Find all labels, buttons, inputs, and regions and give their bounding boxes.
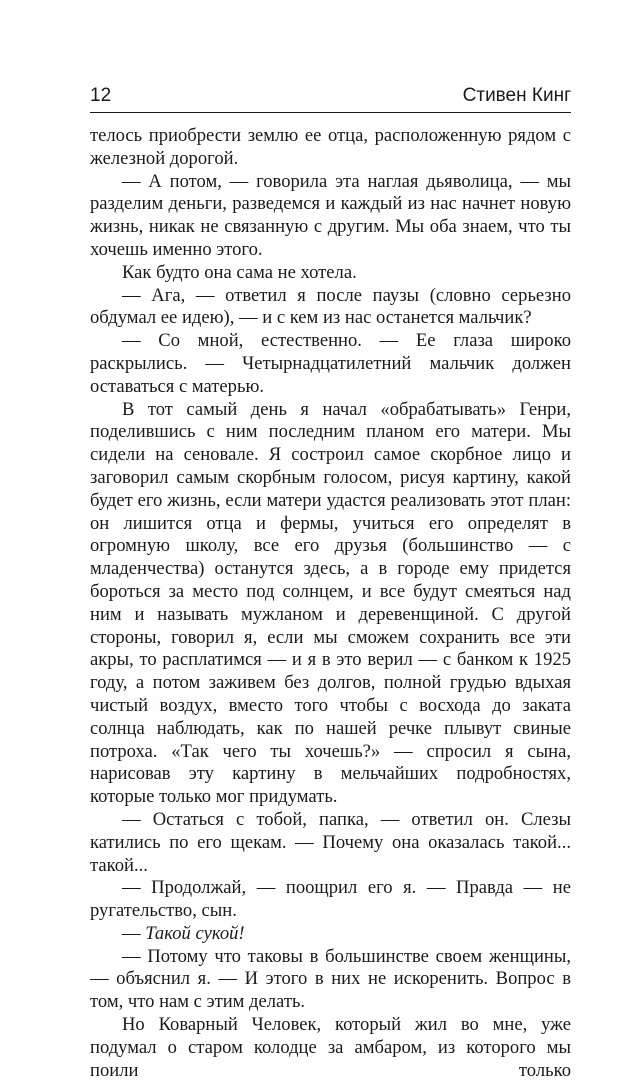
- paragraph: — А потом, — говорила эта наглая дьяволица, — мы разделим деньги, разведемся и каждый из нас начнет новую жизнь, никак не связанную с другим. Мы оба знаем, что ты хочешь именно этого.: [90, 170, 571, 260]
- running-header: [90, 84, 571, 113]
- paragraph-italic-line: [90, 923, 571, 946]
- paragraph: — Остаться с тобой, папка, — ответил он. Слезы катились по его щекам. — Почему она оказалась такой... такой...: [90, 808, 571, 876]
- paragraph: В тот самый день я начал «обрабатывать» Генри, поделившись с ним последним планом его матери. Мы сидели на сеновале. Я состроил самое скорбное лицо и заговорил самым скорбным голосом, рисуя картину, какой будет его жизнь, если матери удастся реализовать этот план: он лишится отца и фермы, учиться его определят в огромную школу, все его друзья (большинство — с младенчества) останутся здесь, а в городе ему придется бороться за место под солнцем, и все будут смеяться над ним и называть мужланом и деревенщиной. С другой стороны, говорил я, если мы сможем сохранить все эти акры, то расплатимся — и я в это верил — с банком к 1925 году, а потом заживем без долгов, полной грудью вдыхая чистый воздух, вместо того чтобы с восхода до заката солнца наблюдать, как по нашей речке плывут свиные потроха. «Так чего ты хочешь?» — спросил я сына, нарисовав эту картину в мельчайших подробностях, которые только мог придумать.: [90, 398, 571, 808]
- paragraph: — Со мной, естественно. — Ее глаза широко раскрылись. — Четырнадцатилетний мальчик должен оставаться с матерью.: [90, 330, 571, 397]
- italic-exclamation: Такой сукой!: [145, 922, 245, 944]
- body-text: [90, 125, 571, 1082]
- paragraph: — Потому что таковы в большинстве своем женщины, — объяснил я. — И этого в них не искоренить. Вопрос в том, что нам с этим делать.: [90, 945, 571, 1013]
- book-page: [90, 84, 571, 1082]
- paragraph: Как будто она сама не хотела.: [122, 261, 357, 283]
- page-number: 12: [90, 85, 112, 106]
- paragraph-continues: Но Коварный Человек, который жил во мне, уже подумал о старом колодце за амбаром, из которого мы поили только: [90, 1014, 571, 1081]
- paragraph: телось приобрести землю ее отца, расположенную рядом с железной дорогой.: [90, 125, 571, 169]
- paragraph: — Ага, — ответил я после паузы (словно серьезно обдумал ее идею), — и с кем из нас останется мальчик?: [90, 284, 571, 329]
- dash-prefix: —: [122, 922, 146, 944]
- running-title: Стивен Кинг: [462, 85, 571, 106]
- paragraph: — Продолжай, — поощрил его я. — Правда — не ругательство, сын.: [90, 877, 571, 922]
